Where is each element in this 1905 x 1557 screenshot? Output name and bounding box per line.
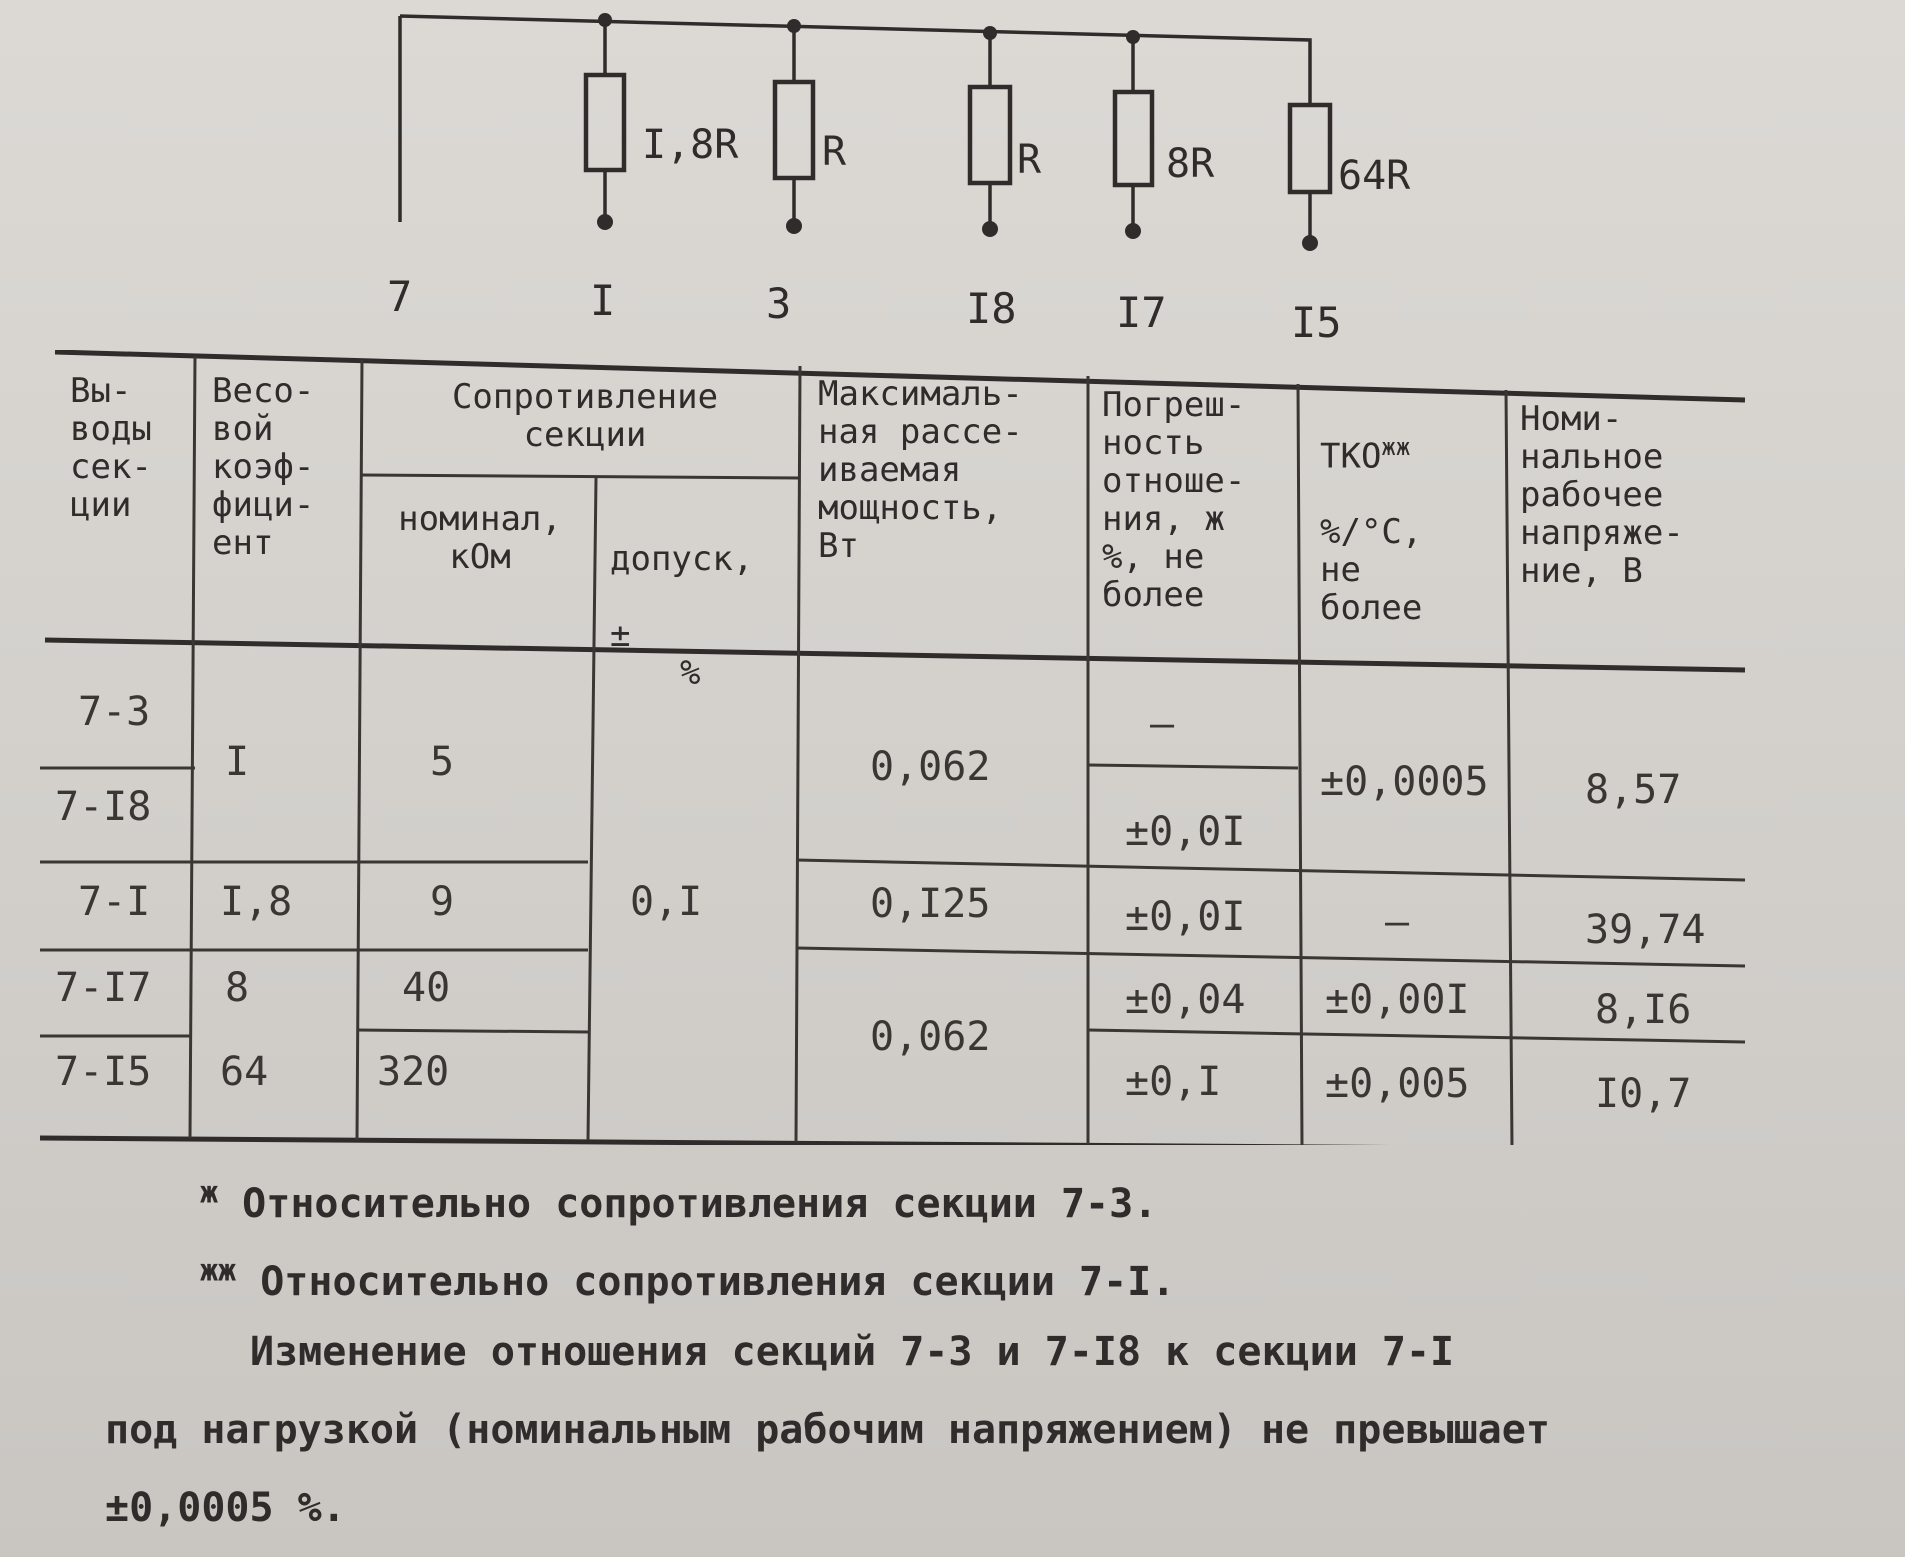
header-weight: Весо- вой коэф- фици- ент: [212, 371, 315, 563]
cell-output: 7-I8: [55, 784, 152, 830]
cell-weight: I,8: [220, 879, 293, 925]
cell-ratio-error: ±0,04: [1125, 977, 1246, 1023]
cell-power: 0,062: [870, 744, 991, 790]
resistor-3: [970, 87, 1010, 183]
header-tko-label: ТКО: [1320, 436, 1382, 477]
cell-output: 7-3: [78, 689, 151, 735]
terminal-dot: [786, 218, 802, 234]
cell-weight: 8: [225, 965, 250, 1011]
cell-voltage: 8,57: [1585, 767, 1682, 813]
cell-nominal: 40: [402, 965, 451, 1011]
resistor-1: [586, 75, 624, 170]
cell-voltage: 8,I6: [1595, 987, 1692, 1033]
footnote-mark: жж: [200, 1253, 237, 1289]
cell-ratio-error: ±0,0I: [1125, 809, 1246, 855]
header-tko-mark: жж: [1381, 433, 1411, 461]
header-tolerance-pct: %: [680, 653, 701, 693]
header-ratio-error: Погреш- ность отноше- ния, ж %, не более: [1102, 385, 1246, 615]
header-nominal: номинал, кОм: [398, 499, 562, 577]
cell-output: 7-I5: [55, 1049, 152, 1095]
pin-label: I8: [966, 284, 1017, 333]
cell-tolerance: 0,I: [630, 879, 703, 925]
resistor-2: [775, 82, 813, 178]
footnote-mark: ж: [200, 1175, 219, 1211]
resistor-5: [1290, 105, 1330, 192]
paragraph-line: ±0,0005 %.: [105, 1485, 346, 1531]
header-outputs: Вы- воды сек- ции: [70, 371, 152, 525]
footnote-1: [200, 1175, 1158, 1227]
cell-output: 7-I: [78, 879, 151, 925]
cell-voltage: I0,7: [1595, 1071, 1692, 1117]
cell-power: 0,I25: [870, 881, 991, 927]
resistor-label: 64R: [1338, 153, 1411, 199]
terminal-dot: [597, 214, 613, 230]
terminal-dot: [1302, 235, 1318, 251]
resistor-4: [1115, 92, 1152, 185]
header-voltage: Номи- нальное рабочее напряже- ние, В: [1520, 399, 1684, 591]
footnote-text: Относительно сопротивления секции 7-3.: [242, 1181, 1158, 1227]
terminal-dot: [982, 221, 998, 237]
cell-tko: ±0,0005: [1320, 759, 1489, 805]
cell-nominal: 320: [377, 1049, 450, 1095]
header-tko-unit: %/°С, не более: [1320, 512, 1423, 629]
paragraph-line: Изменение отношения секций 7-3 и 7-I8 к секции 7-I: [250, 1329, 1455, 1375]
header-tolerance: [610, 502, 800, 692]
header-tko: [1320, 390, 1505, 627]
terminal-dot: [1125, 223, 1141, 239]
footnote-text: Относительно сопротивления секции 7-I.: [260, 1259, 1176, 1305]
footnote-2: [200, 1253, 1176, 1305]
cell-weight: I: [225, 739, 250, 785]
cell-tko: ±0,00I: [1325, 977, 1470, 1023]
cell-voltage: 39,74: [1585, 907, 1706, 953]
cell-output: 7-I7: [55, 965, 152, 1011]
top-bus-wire: [400, 16, 1310, 222]
cell-power: 0,062: [870, 1014, 991, 1060]
cell-tko: ±0,005: [1325, 1061, 1470, 1107]
circuit-schematic: [0, 0, 1905, 345]
pin-label: 3: [766, 279, 792, 328]
paragraph-line: под нагрузкой (номинальным рабочим напряжением) не превышает: [105, 1407, 1550, 1453]
resistor-label: I,8R: [642, 122, 739, 168]
cell-ratio-error: ±0,0I: [1125, 894, 1246, 940]
cell-nominal: 9: [430, 879, 455, 925]
header-tolerance-pm: ±: [610, 615, 631, 655]
pin-label: I: [590, 276, 616, 325]
resistor-label: R: [1017, 137, 1042, 183]
resistor-label: R: [822, 129, 847, 175]
footnotes: [0, 1160, 1905, 1557]
header-power: Максималь- ная рассе- иваемая мощность, Вт: [818, 374, 1023, 566]
cell-nominal: 5: [430, 739, 455, 785]
resistor-network-diagram: [0, 0, 1905, 345]
cell-ratio-error: –: [1150, 701, 1175, 747]
cell-ratio-error: ±0,I: [1125, 1059, 1222, 1105]
resistor-label: 8R: [1166, 141, 1215, 187]
pin-label: I5: [1291, 298, 1342, 347]
cell-weight: 64: [220, 1049, 269, 1095]
header-tolerance-label: допуск,: [610, 539, 754, 579]
header-resistance: Сопротивление секции: [451, 377, 719, 455]
cell-tko: –: [1385, 899, 1410, 945]
parameters-table: [40, 350, 1750, 1145]
pin-label: 7: [387, 272, 413, 321]
pin-label: I7: [1116, 288, 1167, 337]
